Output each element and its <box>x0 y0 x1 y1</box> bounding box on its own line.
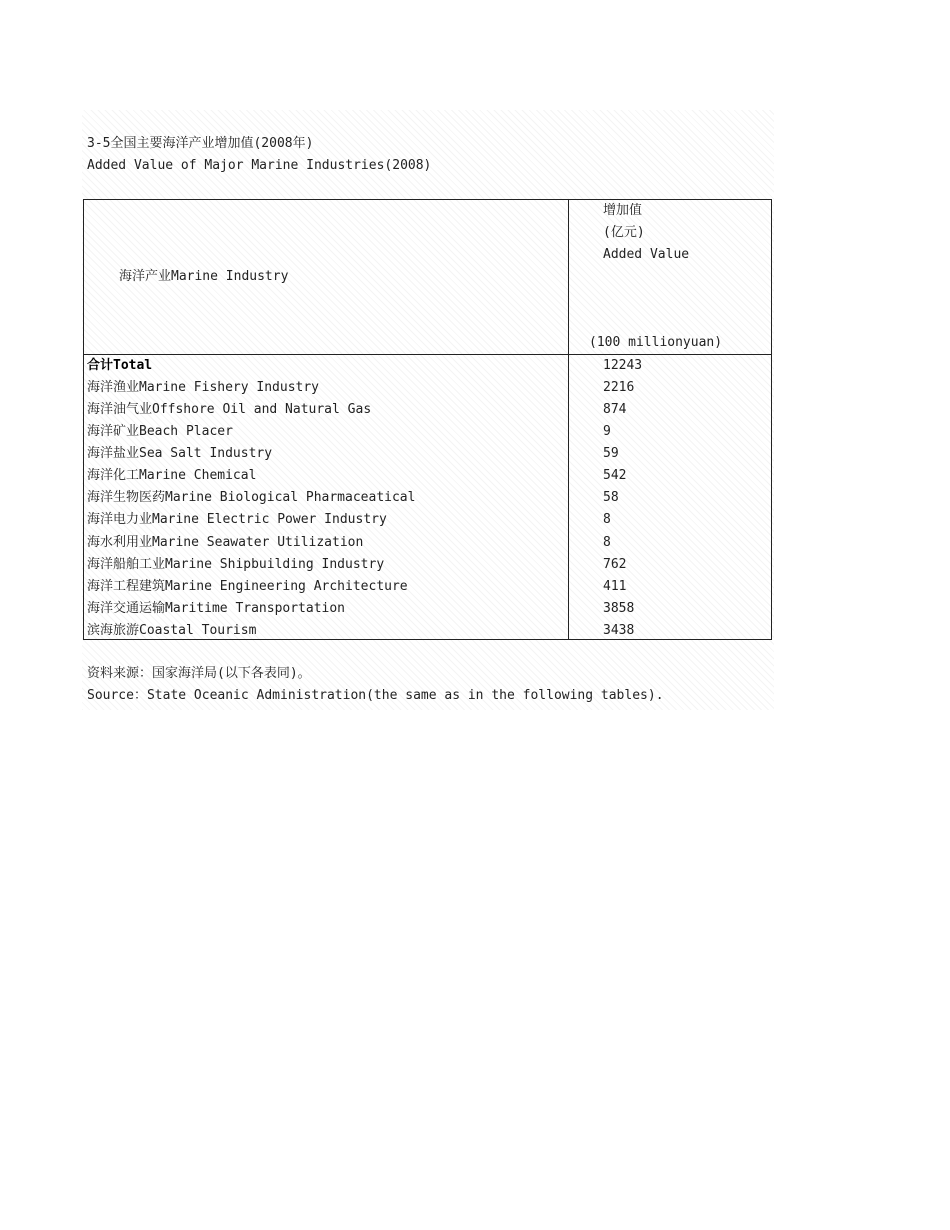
row-value: 874 <box>603 402 627 418</box>
row-name: 合计Total <box>87 358 153 373</box>
row-value: 762 <box>603 556 627 572</box>
row-name: 海洋交通运输Maritime Transportation <box>87 600 346 616</box>
table-row <box>84 620 771 642</box>
row-name: 海洋船舶工业Marine Shipbuilding Industry <box>87 556 385 572</box>
header-value-en: Added Value <box>603 247 690 262</box>
header-unit-en: (100 millionyuan) <box>589 335 723 350</box>
row-value: 9 <box>603 424 611 440</box>
table-row <box>84 443 771 465</box>
row-name: 海洋工程建筑Marine Engineering Architecture <box>87 578 408 594</box>
table-row <box>84 355 771 377</box>
row-value: 59 <box>603 446 619 462</box>
row-name: 海洋油气业Offshore Oil and Natural Gas <box>87 402 372 418</box>
table-title-cn: 3-5全国主要海洋产业增加值(2008年) <box>87 136 314 151</box>
table-row <box>84 487 771 509</box>
spreadsheet-area <box>82 110 774 710</box>
row-value: 12243 <box>603 358 643 373</box>
table-body <box>84 355 771 642</box>
row-value: 3438 <box>603 622 635 638</box>
row-name: 海洋盐业Sea Salt Industry <box>87 446 273 462</box>
table-row <box>84 421 771 443</box>
table-row <box>84 377 771 399</box>
row-value: 2216 <box>603 380 635 396</box>
header-value-unit-cn: (亿元) <box>603 225 645 240</box>
row-value: 411 <box>603 578 627 594</box>
row-name: 海水利用业Marine Seawater Utilization <box>87 534 364 550</box>
row-name: 海洋电力业Marine Electric Power Industry <box>87 512 387 528</box>
row-value: 8 <box>603 512 611 528</box>
table-title-en: Added Value of Major Marine Industries(2008) <box>87 158 432 173</box>
row-name: 海洋化工Marine Chemical <box>87 468 257 484</box>
table-row <box>84 465 771 487</box>
table-row <box>84 509 771 531</box>
row-name: 海洋生物医药Marine Biological Pharmaceatical <box>87 490 416 506</box>
data-table <box>83 199 772 640</box>
header-value-cn: 增加值 <box>603 203 643 218</box>
table-row <box>84 598 771 620</box>
row-value: 8 <box>603 534 611 550</box>
row-value: 3858 <box>603 600 635 616</box>
table-row <box>84 554 771 576</box>
row-name: 海洋渔业Marine Fishery Industry <box>87 380 320 396</box>
header-industry: 海洋产业Marine Industry <box>119 269 289 284</box>
table-row <box>84 576 771 598</box>
row-name: 海洋矿业Beach Placer <box>87 424 233 440</box>
table-row <box>84 399 771 421</box>
row-value: 58 <box>603 490 619 506</box>
source-note-en: Source：State Oceanic Administration(the same as in the following tables). <box>87 688 664 703</box>
source-note-cn: 资料来源：国家海洋局(以下各表同)。 <box>87 666 311 681</box>
table-row <box>84 532 771 554</box>
row-name: 滨海旅游Coastal Tourism <box>87 622 257 638</box>
row-value: 542 <box>603 468 627 484</box>
